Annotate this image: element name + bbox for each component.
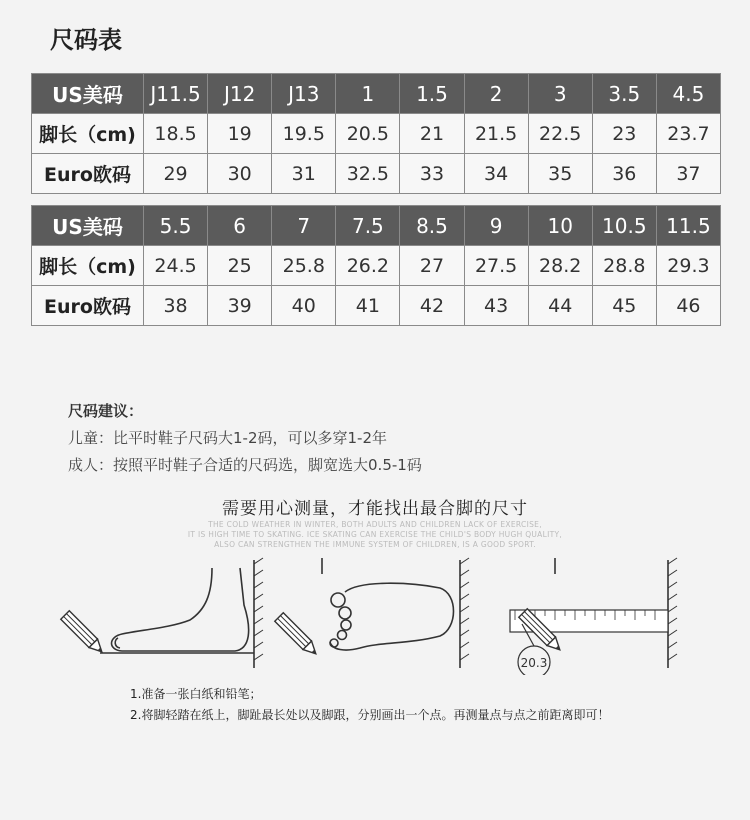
us-size-cell: 4.5	[656, 74, 720, 114]
measure-subtitle-line-3: ALSO CAN STRENGTHEN THE IMMUNE SYSTEM OF CHILDREN, IS A GOOD SPORT.	[214, 540, 536, 549]
us-size-cell: 9	[464, 206, 528, 246]
measure-subtitle-line-2: IT IS HIGH TIME TO SKATING. ICE SKATING CAN EXERCISE THE CHILD'S BODY HUGH QUALITY,	[187, 530, 563, 539]
foot-length-cell: 24.5	[144, 246, 208, 286]
foot-length-cell: 28.8	[592, 246, 656, 286]
size-table-1	[31, 73, 721, 194]
euro-size-cell: 46	[656, 286, 720, 326]
foot-length-cell: 27	[400, 246, 464, 286]
euro-size-cell: 33	[400, 154, 464, 194]
us-size-row	[32, 74, 721, 114]
pencil-icon	[61, 611, 106, 656]
foot-side-view-drawing	[100, 558, 263, 668]
foot-top-view-drawing	[322, 558, 469, 668]
euro-size-cell: 32.5	[336, 154, 400, 194]
euro-size-cell: 39	[208, 286, 272, 326]
foot-length-cell: 26.2	[336, 246, 400, 286]
foot-length-cell: 19.5	[272, 114, 336, 154]
foot-length-cell: 18.5	[144, 114, 208, 154]
size-table-2	[31, 205, 721, 326]
foot-length-label: 脚长（cm)	[32, 114, 144, 154]
us-size-cell: 2	[464, 74, 528, 114]
foot-length-cell: 21.5	[464, 114, 528, 154]
foot-length-cell: 25	[208, 246, 272, 286]
us-size-cell: J11.5	[144, 74, 208, 114]
euro-size-cell: 30	[208, 154, 272, 194]
us-size-cell: 10	[528, 206, 592, 246]
foot-length-row	[32, 114, 721, 154]
us-size-cell: J12	[208, 74, 272, 114]
us-size-cell: J13	[272, 74, 336, 114]
us-size-cell: 8.5	[400, 206, 464, 246]
euro-size-cell: 36	[592, 154, 656, 194]
us-size-cell: 3.5	[592, 74, 656, 114]
us-size-cell: 1	[336, 74, 400, 114]
us-size-label: US美码	[32, 74, 144, 114]
measure-step-1: 1.准备一张白纸和铅笔；	[130, 687, 262, 701]
euro-size-cell: 41	[336, 286, 400, 326]
size-advice	[68, 398, 422, 479]
euro-size-cell: 40	[272, 286, 336, 326]
advice-adult: 成人：按照平时鞋子合适的尺码选，脚宽选大0.5-1码	[68, 456, 422, 474]
euro-size-cell: 38	[144, 286, 208, 326]
euro-size-cell: 45	[592, 286, 656, 326]
euro-size-row	[32, 154, 721, 194]
euro-size-cell: 29	[144, 154, 208, 194]
euro-size-cell: 31	[272, 154, 336, 194]
us-size-cell: 5.5	[144, 206, 208, 246]
measure-title: 需要用心测量，才能找出最合脚的尺寸	[222, 499, 528, 519]
euro-size-cell: 34	[464, 154, 528, 194]
foot-length-cell: 22.5	[528, 114, 592, 154]
pencil-icon	[275, 613, 320, 658]
foot-length-cell: 25.8	[272, 246, 336, 286]
us-size-cell: 6	[208, 206, 272, 246]
ruler-reading: 20.3	[520, 656, 548, 670]
us-size-cell: 10.5	[592, 206, 656, 246]
us-size-cell: 3	[528, 74, 592, 114]
foot-length-label: 脚长（cm)	[32, 246, 144, 286]
page-title: 尺码表	[50, 26, 122, 54]
us-size-cell: 7	[272, 206, 336, 246]
foot-length-cell: 20.5	[336, 114, 400, 154]
euro-size-label: Euro欧码	[32, 154, 144, 194]
euro-size-cell: 42	[400, 286, 464, 326]
advice-child: 儿童：比平时鞋子尺码大1-2码，可以多穿1-2年	[68, 429, 388, 447]
euro-size-cell: 35	[528, 154, 592, 194]
foot-length-cell: 29.3	[656, 246, 720, 286]
measure-subtitle-line-1: THE COLD WEATHER IN WINTER, BOTH ADULTS AND CHILDREN LACK OF EXERCISE,	[208, 520, 542, 529]
us-size-cell: 11.5	[656, 206, 720, 246]
measure-illustration	[0, 550, 750, 675]
euro-size-cell: 37	[656, 154, 720, 194]
foot-length-row	[32, 246, 721, 286]
us-size-row	[32, 206, 721, 246]
euro-size-row	[32, 286, 721, 326]
us-size-cell: 7.5	[336, 206, 400, 246]
euro-size-cell: 44	[528, 286, 592, 326]
foot-length-cell: 23.7	[656, 114, 720, 154]
foot-length-cell: 27.5	[464, 246, 528, 286]
us-size-cell: 1.5	[400, 74, 464, 114]
foot-length-cell: 23	[592, 114, 656, 154]
foot-length-cell: 28.2	[528, 246, 592, 286]
foot-length-cell: 21	[400, 114, 464, 154]
us-size-label: US美码	[32, 206, 144, 246]
euro-size-label: Euro欧码	[32, 286, 144, 326]
measure-steps	[130, 684, 609, 726]
euro-size-cell: 43	[464, 286, 528, 326]
advice-heading: 尺码建议：	[68, 402, 144, 420]
measure-step-2: 2.将脚轻踏在纸上，脚趾最长处以及脚跟，分别画出一个点。再测量点与点之前距离即可！	[130, 708, 610, 722]
foot-length-cell: 19	[208, 114, 272, 154]
